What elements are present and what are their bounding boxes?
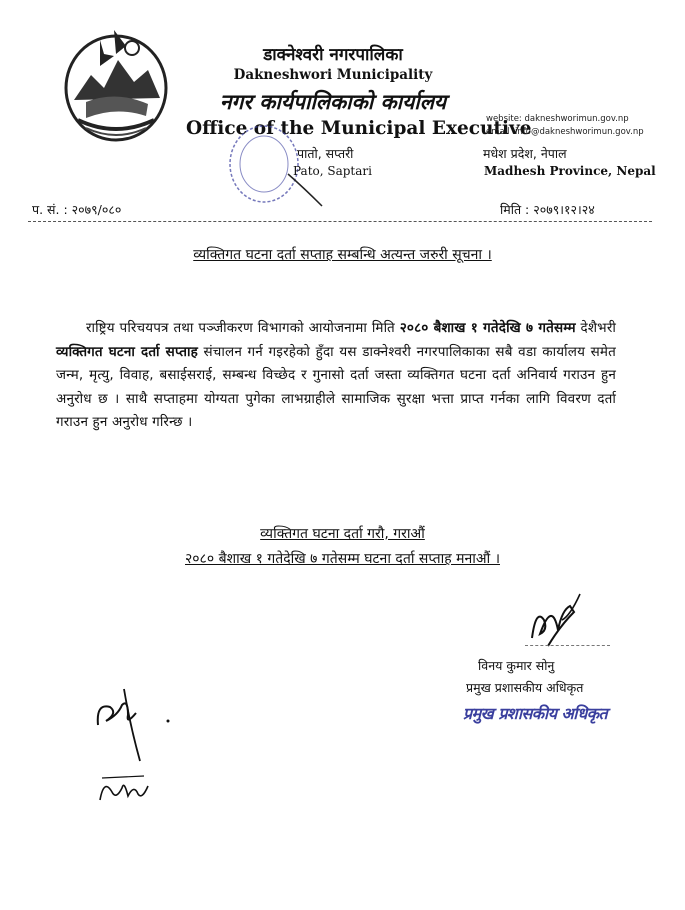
address-np: पातो, सप्तरी — [297, 146, 354, 161]
officer-title: प्रमुख प्रशासकीय अधिकृत — [466, 680, 584, 695]
body-date-range: २०८० बैशाख १ गतेदेखि ७ गतेसम्म — [399, 320, 576, 336]
body-text-3: संचालन गर्न गइरहेको हुँदा यस डाक्नेश्वरी नगरपालिकाका सबै वडा कार्यालय समेत जन्म, मृत्यु, विवाह, बसाईसराई, सम्बन्ध विच्छेद र गुनासो दर्ता जस्ता व्यक्तिगत घटना दर्ता अनिवार्य गराउन हुन अनुरोध छ । साथै सप्ताहमा योग्यता पुगेका लाभग्राहीले सामाजिक सुरक्षा भत्ता प्राप्त गर्नका लागि विवरण दर्ता गराउन हुन अनुरोध गरिन्छ । — [56, 343, 616, 430]
office-name-en: Office of the Municipal Executive — [186, 118, 532, 139]
notice-body — [56, 317, 616, 435]
office-name-np: नगर कार्यपालिकाको कार्यालय — [219, 90, 447, 114]
reference-number: प. सं. : २०७९/०८० — [32, 202, 122, 217]
email-text: email :info@dakneshworimun.gov.np — [486, 127, 644, 137]
officer-title-stamp: प्रमुख प्रशासकीय अधिकृत — [463, 704, 608, 723]
handwritten-initials — [88, 685, 198, 765]
officer-signature — [500, 590, 600, 650]
handwritten-note — [94, 770, 154, 812]
province-en: Madhesh Province, Nepal — [484, 164, 656, 178]
body-event-name: व्यक्तिगत घटना दर्ता सप्ताह — [56, 343, 198, 360]
header-divider — [28, 221, 652, 222]
notice-subject: व्यक्तिगत घटना दर्ता सप्ताह सम्बन्धि अत्यन्त जरुरी सूचना । — [193, 247, 492, 263]
nepal-emblem-logo — [56, 20, 176, 150]
slogan-line-1: व्यक्तिगत घटना दर्ता गरौ, गराऔं — [260, 526, 425, 542]
signature-line — [525, 645, 610, 646]
municipality-name-en: Dakneshwori Municipality — [233, 67, 433, 83]
officer-name: विनय कुमार सोनु — [478, 658, 555, 673]
municipality-name-np: डाक्नेश्वरी नगरपालिका — [263, 45, 403, 65]
body-text-1: राष्ट्रिय परिचयपत्र तथा पञ्जीकरण विभागको आयोजनामा मिति — [86, 320, 400, 336]
contact-block — [486, 113, 644, 139]
document-date: मिति : २०७९।१२।२४ — [500, 202, 595, 217]
province-np: मधेश प्रदेश, नेपाल — [483, 146, 567, 161]
address-en: Pato, Saptari — [293, 164, 372, 178]
slogan-line-2: २०८० बैशाख १ गतेदेखि ७ गतेसम्म घटना दर्ता सप्ताह मनाऔं । — [185, 551, 500, 567]
body-text-2: देशैभरी — [575, 320, 616, 336]
website-text: website: dakneshworimun.gov.np — [486, 114, 629, 124]
